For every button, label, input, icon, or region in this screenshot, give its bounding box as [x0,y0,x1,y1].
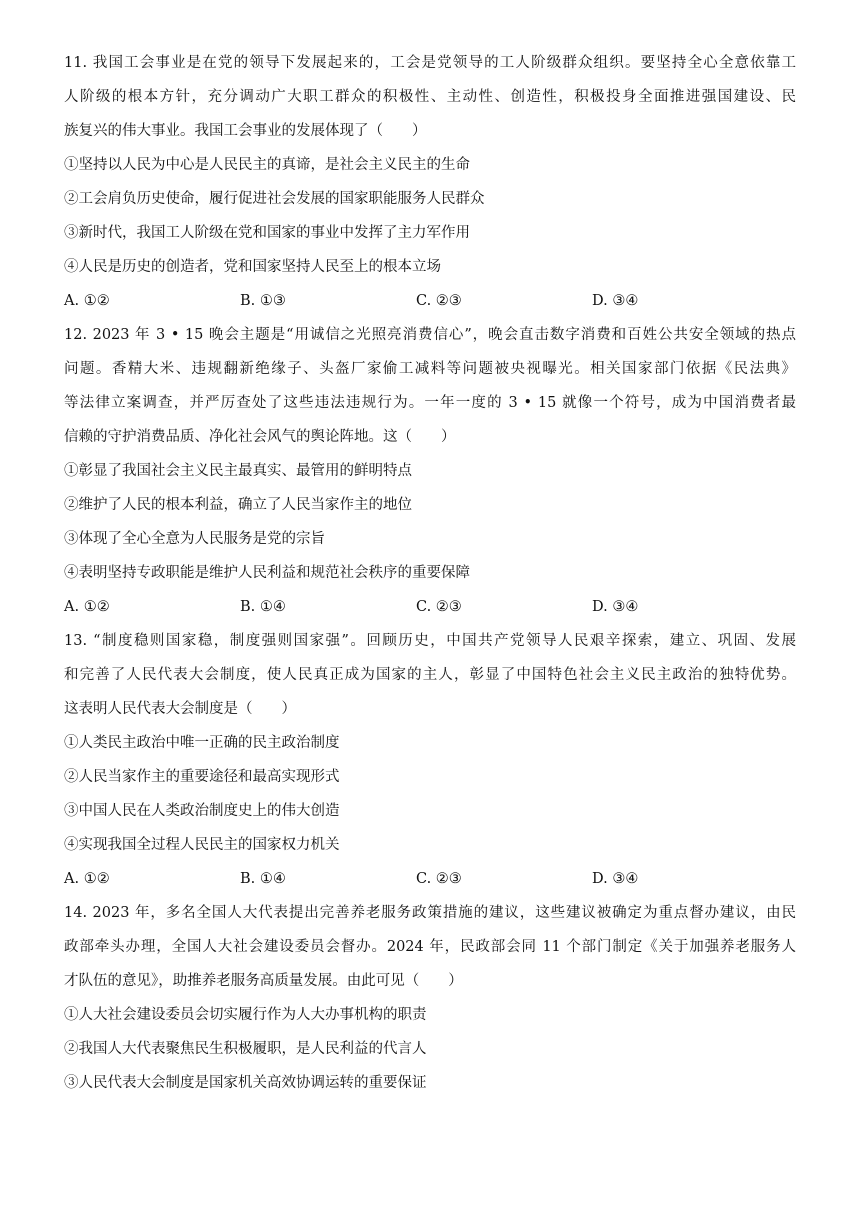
statement-item: ②维护了人民的根本利益，确立了人民当家作主的地位 [64,497,412,513]
statement-item: ①人类民主政治中唯一正确的民主政治制度 [64,735,340,751]
statement-item: ①坚持以人民为中心是人民民主的真谛，是社会主义民主的生命 [64,157,470,173]
question-stem-line: 11. 我国工会事业是在党的领导下发展起来的，工会是党领导的工人阶级群众组织。要坚持全心全意依靠工 [64,55,796,71]
question-stem-line: 政部牵头办理，全国人大社会建设委员会督办。2024 年，民政部会同 11 个部门制定《关于加强养老服务人 [64,939,796,955]
statement-item: ②人民当家作主的重要途径和最高实现形式 [64,769,340,785]
statement-item: ②工会肩负历史使命，履行促进社会发展的国家职能服务人民群众 [64,191,485,207]
answer-options [64,284,796,318]
question-stem-line: 信赖的守护消费品质、净化社会风气的舆论阵地。这（ ） [64,429,456,445]
question-11 [64,46,796,318]
option-c: C. ②③ [416,871,462,887]
question-stem-line: 等法律立案调查，并严厉查处了这些违法违规行为。一年一度的 3 • 15 就像一个符号，成为中国消费者最 [64,395,796,411]
statement-item: ④实现我国全过程人民民主的国家权力机关 [64,837,340,853]
option-a: A. ①② [64,871,110,887]
statement-item: ④人民是历史的创造者，党和国家坚持人民至上的根本立场 [64,259,441,275]
question-12 [64,318,796,624]
answer-options [64,862,796,896]
question-stem-line: 才队伍的意见》，助推养老服务高质量发展。由此可见（ ） [64,973,463,989]
option-a: A. ①② [64,293,110,309]
question-stem-line: 12. 2023 年 3 • 15 晚会主题是“用诚信之光照亮消费信心”，晚会直击数字消费和百姓公共安全领域的热点 [64,327,796,343]
statement-item: ③体现了全心全意为人民服务是党的宗旨 [64,531,325,547]
question-14 [64,896,796,1100]
question-stem-line: 13. “制度稳则国家稳，制度强则国家强”。回顾历史，中国共产党领导人民艰辛探索，建立、巩固、发展 [64,633,796,649]
document-page [64,46,796,1100]
answer-options [64,590,796,624]
option-d: D. ③④ [592,293,639,309]
statement-item: ①彰显了我国社会主义民主最真实、最管用的鲜明特点 [64,463,412,479]
question-stem-line: 人阶级的根本方针，充分调动广大职工群众的积极性、主动性、创造性，积极投身全面推进强国建设、民 [64,89,796,105]
question-stem-line: 族复兴的伟大事业。我国工会事业的发展体现了（ ） [64,123,427,139]
statement-item: ②我国人大代表聚焦民生积极履职，是人民利益的代言人 [64,1041,427,1057]
question-stem-line: 和完善了人民代表大会制度，使人民真正成为国家的主人，彰显了中国特色社会主义民主政治的独特优势。 [64,667,796,683]
option-c: C. ②③ [416,599,462,615]
question-13 [64,624,796,896]
statement-item: ①人大社会建设委员会切实履行作为人大办事机构的职责 [64,1007,427,1023]
question-stem-line: 问题。香精大米、违规翻新绝缘子、头盔厂家偷工减料等问题被央视曝光。相关国家部门依据《民法典》 [64,361,796,377]
statement-item: ③中国人民在人类政治制度史上的伟大创造 [64,803,340,819]
question-stem-line: 这表明人民代表大会制度是（ ） [64,701,296,717]
statement-item: ③人民代表大会制度是国家机关高效协调运转的重要保证 [64,1075,427,1091]
statement-item: ③新时代，我国工人阶级在党和国家的事业中发挥了主力军作用 [64,225,470,241]
option-c: C. ②③ [416,293,462,309]
option-b: B. ①④ [240,871,286,887]
option-b: B. ①④ [240,599,286,615]
option-b: B. ①③ [240,293,286,309]
option-d: D. ③④ [592,599,639,615]
question-stem-line: 14. 2023 年，多名全国人大代表提出完善养老服务政策措施的建议，这些建议被确定为重点督办建议，由民 [64,905,796,921]
option-a: A. ①② [64,599,110,615]
statement-item: ④表明坚持专政职能是维护人民利益和规范社会秩序的重要保障 [64,565,470,581]
option-d: D. ③④ [592,871,639,887]
